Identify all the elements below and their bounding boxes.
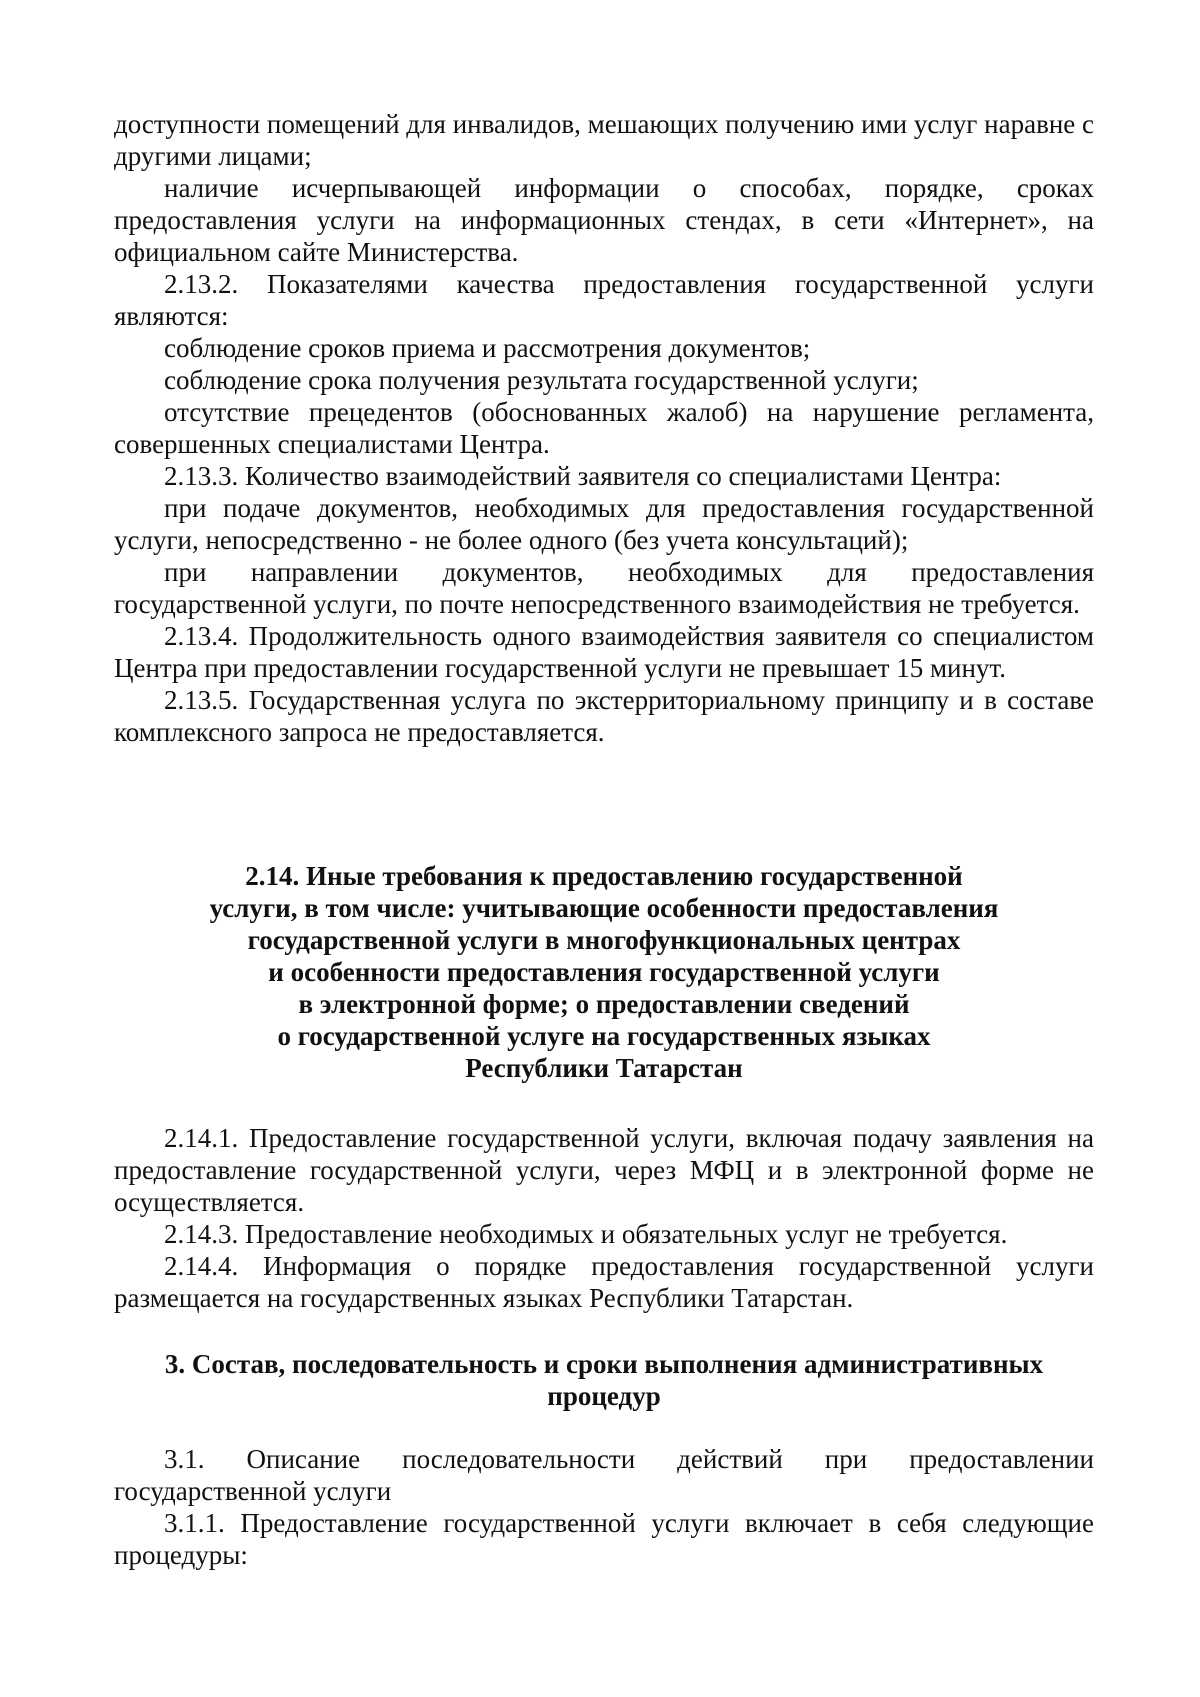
paragraph: 3.1. Описание последовательности действий при предоставлении государственной услуги — [114, 1444, 1094, 1506]
heading-line: государственной услуги в многофункциональных центрах — [247, 925, 961, 955]
heading-line: услуги, в том числе: учитывающие особенности предоставления — [209, 893, 999, 923]
paragraph: 3.1.1. Предоставление государственной услуги включает в себя следующие процедуры: — [114, 1508, 1094, 1570]
section-3-body — [114, 1443, 1094, 1571]
section-2-14-heading — [114, 860, 1094, 1084]
heading-line: 3. Состав, последовательность и сроки выполнения административных — [164, 1349, 1044, 1379]
paragraph: 2.13.2. Показателями качества предоставления государственной услуги являются: — [114, 269, 1094, 331]
heading-line: процедур — [547, 1381, 661, 1411]
section-2-13-body — [114, 108, 1094, 748]
heading-line: в электронной форме; о предоставлении сведений — [298, 989, 910, 1019]
paragraph: соблюдение срока получения результата государственной услуги; — [164, 365, 919, 395]
heading-line: и особенности предоставления государственной услуги — [268, 957, 940, 987]
paragraph: 2.13.3. Количество взаимодействий заявителя со специалистами Центра: — [164, 461, 1002, 491]
paragraph: наличие исчерпывающей информации о способах, порядке, сроках предоставления услуги на информационных стендах, в сети «Интернет», на официальном сайте Министерства. — [114, 173, 1094, 267]
paragraph: 2.13.4. Продолжительность одного взаимодействия заявителя со специалистом Центра при предоставлении государственной услуги не превышает 15 минут. — [114, 621, 1094, 683]
section-2-14-body — [114, 1122, 1094, 1314]
paragraph: при подаче документов, необходимых для предоставления государственной услуги, непосредственно - не более одного (без учета консультаций); — [114, 493, 1094, 555]
paragraph: 2.14.1. Предоставление государственной услуги, включая подачу заявления на предоставление государственной услуги, через МФЦ и в электронной форме не осуществляется. — [114, 1123, 1094, 1217]
paragraph: 2.13.5. Государственная услуга по экстерриториальному принципу и в составе комплексного запроса не предоставляется. — [114, 685, 1094, 747]
paragraph: 2.14.4. Информация о порядке предоставления государственной услуги размещается на государственных языках Республики Татарстан. — [114, 1251, 1094, 1313]
heading-line: 2.14. Иные требования к предоставлению государственной — [245, 861, 963, 891]
paragraph: соблюдение сроков приема и рассмотрения документов; — [164, 333, 811, 363]
paragraph: 2.14.3. Предоставление необходимых и обязательных услуг не требуется. — [164, 1219, 1008, 1249]
section-3-heading — [114, 1348, 1094, 1412]
heading-line: Республики Татарстан — [465, 1053, 743, 1083]
paragraph: отсутствие прецедентов (обоснованных жалоб) на нарушение регламента, совершенных специалистами Центра. — [114, 397, 1094, 459]
paragraph: при направлении документов, необходимых для предоставления государственной услуги, по почте непосредственного взаимодействия не требуется. — [114, 557, 1094, 619]
paragraph: доступности помещений для инвалидов, мешающих получению ими услуг наравне с другими лицами; — [114, 109, 1094, 171]
heading-line: о государственной услуге на государственных языках — [277, 1021, 931, 1051]
